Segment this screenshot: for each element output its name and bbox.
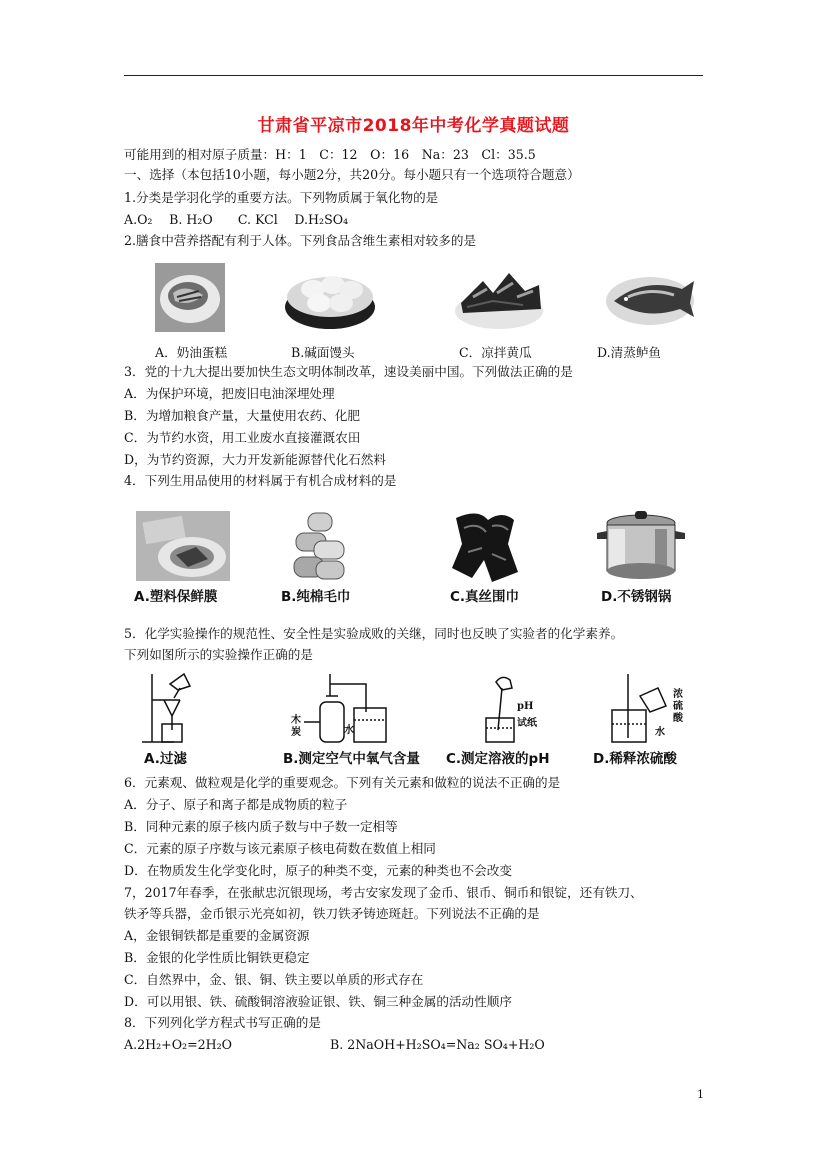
q4-caption-c: C.真丝围巾 (450, 589, 520, 605)
q2-stem: 2.膳食中营养搭配有利于人体。下列食品含维生素相对较多的是 (124, 233, 477, 248)
cotton-towel-image (288, 511, 348, 583)
test-paper-label: 试纸 (517, 718, 537, 729)
q2-caption-a: A．奶油蛋糕 (155, 345, 228, 360)
q6-option-a: A．分子、原子和离子都是成物质的粒子 (124, 797, 348, 812)
acid-label-1: 浓 (673, 689, 683, 700)
q3-option-d: D，为节约资源，大力开发新能源替代化石然料 (124, 452, 386, 467)
q4-caption-a: A.塑料保鲜膜 (134, 589, 218, 605)
q7-stem-1: 7，2017年春季，在张献忠沉银现场，考古安家发现了金币、银币、铜币和银锭，还有铁刀、 (124, 885, 643, 900)
silk-scarf-image (448, 508, 520, 584)
section-heading: 一、选择（本包括10小题，每小题2分，共20分。每小题只有一个选项符合题意） (124, 167, 580, 182)
q6-option-c: C．元素的原子序数与该元素原子核电荷数在数值上相同 (124, 841, 436, 856)
page-title: 甘肃省平凉市2018年中考化学真题试题 (257, 116, 570, 136)
steamed-bun-image (283, 263, 378, 331)
q1-stem: 1.分类是学羽化学的重要方法。下列物质属于氧化物的是 (124, 190, 439, 205)
q2-caption-d: D.清蒸鲈鱼 (597, 345, 662, 360)
filtration-diagram (140, 670, 200, 746)
q2-caption-c: C．凉拌黄瓜 (459, 345, 532, 360)
q3-option-a: A．为保护环境，把废旧电油深埋处理 (124, 386, 335, 401)
dilute-acid-diagram (606, 672, 676, 746)
water-label-d: 水 (655, 727, 665, 738)
atomic-mass-line: 可能用到的相对原子质量：H：1 C：12 O：16 Na：23 Cl：35.5 (124, 147, 536, 162)
q7-option-b: B．金银的化学性质比铜铁更稳定 (124, 950, 310, 965)
ph-test-diagram (482, 672, 522, 746)
q3-stem: 3．党的十九大提出要加快生态文明体制改革，速设美丽中国。下列做法正确的是 (124, 364, 573, 379)
q8-stem: 8．下列列化学方程式书写正确的是 (124, 1015, 321, 1030)
q5-caption-d: D.稀释浓硫酸 (593, 751, 677, 767)
ph-label: pH (517, 701, 534, 712)
acid-label-3: 酸 (673, 713, 683, 724)
steamed-fish-image (604, 263, 697, 327)
q5-caption-c: C.测定溶液的pH (446, 751, 550, 767)
q6-option-d: D．在物质发生化学变化时，原子的种类不变，元素的种类也不会改变 (124, 863, 512, 878)
q4-caption-d: D.不锈钢锅 (601, 589, 672, 605)
q5-stem-2: 下列如图所示的实验操作正确的是 (124, 647, 313, 662)
q7-option-a: A，金银铜铁都是重要的金属资源 (124, 928, 310, 943)
q1-options: A.O₂ B. H₂O C. KCl D.H₂SO₄ (124, 212, 349, 227)
q3-option-b: B．为增加粮食产量，大量使用农药、化肥 (124, 408, 360, 423)
plastic-wrap-image (136, 511, 230, 581)
header-rule (124, 75, 703, 76)
oxygen-content-diagram (290, 672, 394, 746)
acid-label-2: 硫 (673, 701, 683, 712)
charcoal-label-2: 炭 (291, 727, 301, 738)
water-label-b: 水 (344, 725, 354, 736)
q7-option-d: D．可以用银、铁、硫酸铜溶液验证银、铁、铜三种金属的活动性顺序 (124, 994, 512, 1009)
charcoal-label-1: 木 (291, 715, 301, 726)
q8-option-b: B. 2NaOH+H₂SO₄=Na₂ SO₄+H₂O (330, 1037, 545, 1052)
q5-caption-b: B.测定空气中氧气含量 (283, 751, 420, 767)
q4-caption-b: B.纯棉毛巾 (281, 589, 351, 605)
q6-option-b: B．同种元素的原子核内质子数与中子数一定相等 (124, 819, 398, 834)
q6-stem: 6．元素观、做粒观是化学的重要观念。下列有关元素和做粒的说法不正确的是 (124, 775, 561, 790)
q5-stem-1: 5．化学实验操作的规范性、安全性是实验成败的关继，同时也反映了实验者的化学素养。 (124, 626, 624, 641)
q2-caption-b: B.碱面馒头 (291, 345, 355, 360)
q5-caption-a: A.过滤 (144, 751, 187, 767)
q3-option-c: C．为节约水资，用工业废水直接灌溉农田 (124, 430, 361, 445)
steel-pot-image (595, 509, 687, 583)
q4-stem: 4．下列生用品使用的材料属于有机合成材料的是 (124, 473, 397, 488)
page-number: 1 (697, 1088, 704, 1101)
q7-option-c: C．自然界中，金、银、铜、铁主要以单质的形式存在 (124, 972, 424, 987)
cucumber-salad-image (453, 263, 546, 331)
q8-option-a: A.2H₂+O₂=2H₂O (124, 1037, 232, 1052)
cake-image (155, 263, 225, 332)
q7-stem-2: 铁矛等兵器，金币银示光亮如初，铁刀铁矛铸迹斑赶。下列说法不正确的是 (124, 906, 540, 921)
